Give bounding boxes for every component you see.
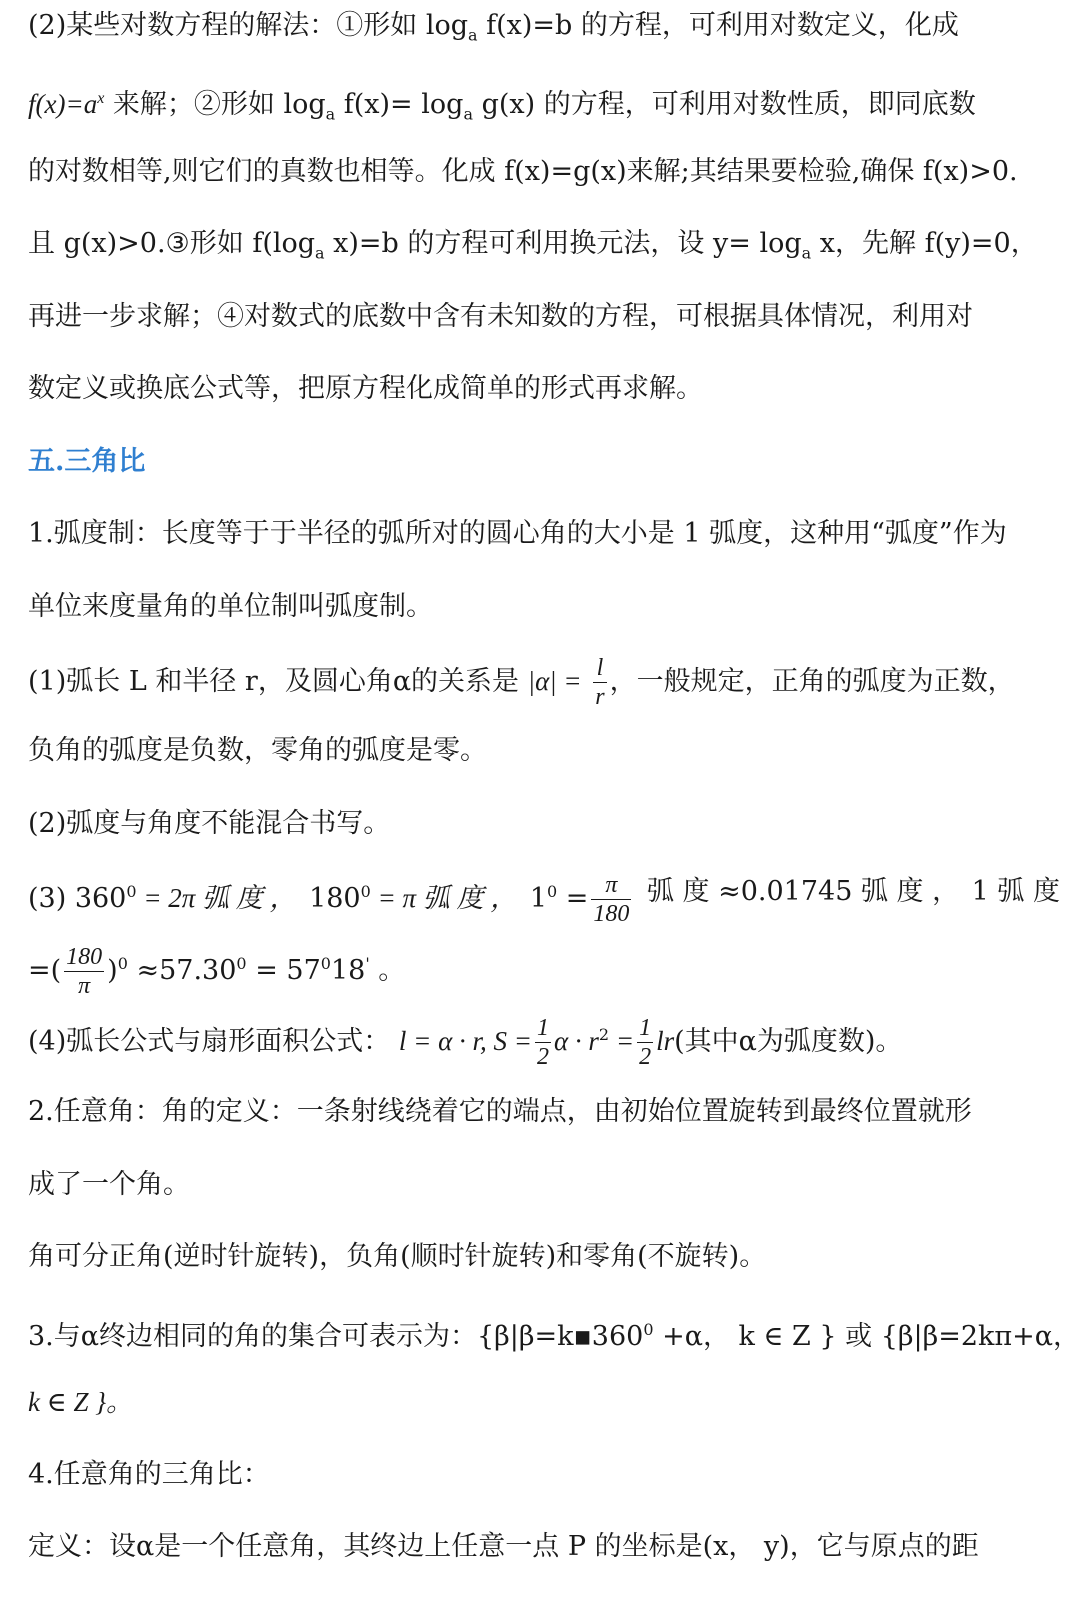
- line-arbitrary-angle-definition: 2.任意角：角的定义：一条射线绕着它的端点，由初始位置旋转到最终位置就形: [28, 1096, 972, 1127]
- line-log-equation-methods: (2)某些对数方程的解法：①形如 $\log_a f(x)=b$ 的方程，可利用对数定义，化成: [28, 10, 959, 45]
- line-log-substitution: 且 g(x)>0.③形如 $f(\log_a$ x)=b 的方程可利用换元法，设 $y= \log_a x$，先解 f(y)=0，: [28, 228, 1038, 263]
- line-arc-sector-formula: (4)弧长公式与扇形面积公式： l = α · r, S = $\frac{1}{2}$ $\alpha \cdot r^2$ = $\frac{1}{2}$ lr(其中α为弧度数)。: [28, 1015, 903, 1070]
- line-arc-length-relation: (1)弧长 L 和半径 r，及圆心角α的关系是 |α| = $\frac{l}{r}$ ，一般规定，正角的弧度为正数，: [28, 655, 1015, 710]
- line-coterminal-set: 3.与α终边相同的角的集合可表示为：{$\beta|\beta=k▪360^0 +\alpha$， k ∈ Z } 或 {β|β=2kπ+α，: [28, 1320, 1080, 1352]
- line-k-in-z: k ∈ Z }。: [28, 1387, 134, 1417]
- line-log-unknown-base: 再进一步求解；④对数式的底数中含有未知数的方程，可根据具体情况，利用对: [28, 301, 973, 332]
- line-trig-ratio-heading: 4.任意角的三角比：: [28, 1459, 270, 1490]
- fraction-one-half-a: $\frac{1}{2}$: [536, 1015, 549, 1070]
- fraction-180-over-pi: $\frac{180}{\pi}$: [66, 944, 103, 999]
- fraction-pi-over-180: $\frac{\pi}{180}$: [593, 872, 630, 927]
- line-trig-ratio-definition: 定义：设α是一个任意角，其终边上任意一点 P 的坐标是(x， y)，它与原点的距: [28, 1531, 979, 1562]
- line-log-simplify: 数定义或换底公式等，把原方程化成简单的形式再求解。: [28, 373, 703, 404]
- line-radian-unit: 单位来度量角的单位制叫弧度制。: [28, 591, 433, 622]
- line-degree-radian-conversion: (3) $360^0 = 2\pi$ 弧 度 ， $180^0 = \pi$ 弧 度 ， $1^0$ = $\frac{\pi}{180}$ 弧 度 ≈0.01745 弧 度 ， 1 弧 度: [28, 872, 1060, 927]
- line-log-equal-bases: 的对数相等,则它们的真数也相等。化成 f(x)=g(x)来解;其结果要检验,确保 f(x)>0.: [28, 156, 1018, 187]
- line-one-radian-degrees: =( $\frac{180}{\pi}$ )$^0 \approx 57.30^0 = 57^018'$ 。: [28, 944, 406, 999]
- line-angle-classification: 角可分正角(逆时针旋转)，负角(顺时针旋转)和零角(不旋转)。: [28, 1241, 767, 1272]
- line-radian-definition: 1.弧度制：长度等于于半径的弧所对的圆心角的大小是 1 弧度，这种用“弧度”作为: [28, 518, 1007, 549]
- section-heading-trig-ratio: 五.三角比: [28, 446, 146, 477]
- line-log-equation-method2: $f(x)=a^x$ 来解；②形如 $\log_a f(x)= \log_a g(x)$ 的方程，可利用对数性质，即同底数: [28, 89, 976, 124]
- fraction-one-half-b: $\frac{1}{2}$: [639, 1015, 652, 1070]
- fraction-l-over-r: $\frac{l}{r}$: [595, 655, 605, 710]
- line-forms-angle: 成了一个角。: [28, 1169, 190, 1200]
- line-negative-angle: 负角的弧度是负数，零角的弧度是零。: [28, 735, 487, 766]
- line-no-mixed-units: (2)弧度与角度不能混合书写。: [28, 808, 391, 839]
